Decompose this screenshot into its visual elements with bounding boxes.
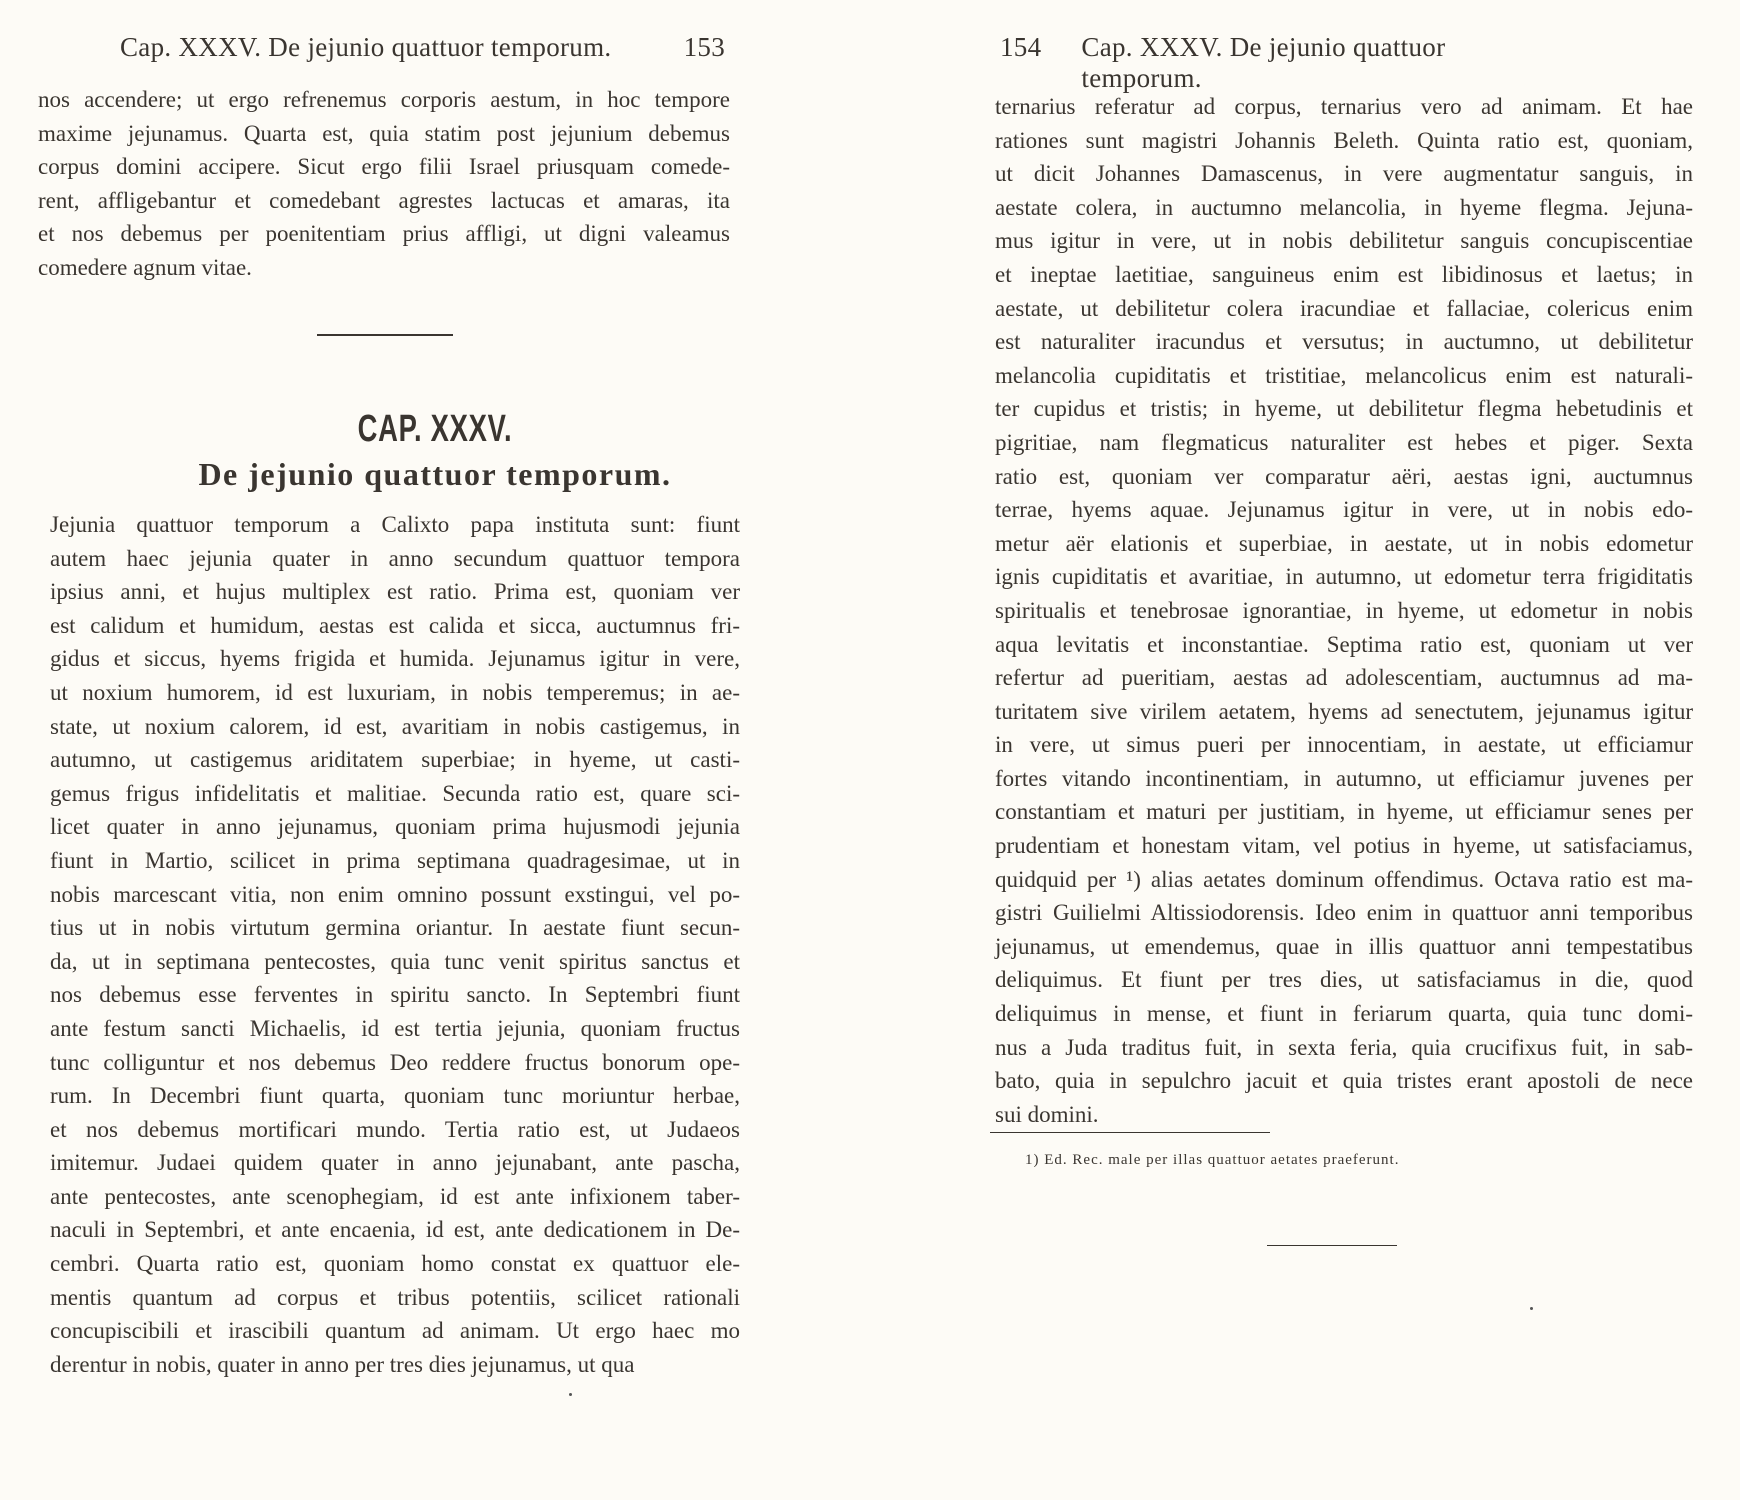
text-line: est calidum et humidum, aestas est calida et sicca, auctumnus fri- — [50, 612, 740, 638]
text-line: fiunt in Martio, scilicet in prima septimana quadragesimae, ut in — [50, 847, 740, 873]
text-line: sui domini. — [995, 1101, 1099, 1127]
text-line: nos debemus esse ferventes in spiritu sancto. In Septembri fiunt — [50, 982, 740, 1008]
text-line: ter cupidus et tristis; in hyeme, ut debilitetur flegma hebetudinis et — [995, 396, 1693, 422]
text-line: corpus domini accipere. Sicut ergo filii Israel priusquam comede- — [38, 154, 730, 180]
text-line: refertur ad pueritiam, aestas ad adolescentiam, auctumnus ad ma- — [995, 665, 1693, 691]
text-line: da, ut in septimana pentecostes, quia tunc venit spiritus sanctus et — [50, 948, 740, 974]
continuation-paragraph — [38, 83, 730, 285]
chapter-title: CAP. XXXV. — [357, 408, 513, 450]
text-line: metur aër elationis et superbiae, in aestate, ut in nobis edometur — [995, 530, 1693, 556]
text-line: ignis cupiditatis et avaritiae, in autumno, ut edometur terra frigiditatis — [995, 564, 1693, 590]
text-line: ratio est, quoniam ver comparatur aëri, aestas igni, auctumnus — [995, 463, 1693, 489]
text-line: rent, affligebantur et comedebant agrestes lactucas et amaras, ita — [38, 187, 730, 213]
text-line: gidus et siccus, hyems frigida et humida. Jejunamus igitur in vere, — [50, 646, 740, 672]
text-line: pigritiae, nam flegmaticus naturaliter est hebes et piger. Sexta — [995, 429, 1693, 455]
text-line: state, ut noxium calorem, id est, avaritiam in nobis castigemus, in — [50, 713, 740, 739]
text-line: ut dicit Johannes Damascenus, in vere augmentatur sanguis, in — [995, 161, 1693, 187]
text-line: cembri. Quarta ratio est, quoniam homo constat ex quattuor ele- — [50, 1251, 740, 1277]
chapter-body-right — [995, 90, 1693, 1131]
text-line: est naturaliter iracundus et versutus; in auctumno, ut debilitetur — [995, 329, 1693, 355]
text-line: rationes sunt magistri Johannis Beleth. Quinta ratio est, quoniam, — [995, 127, 1693, 153]
text-line: spiritualis et tenebrosae ignorantiae, in hyeme, ut edometur in nobis — [995, 597, 1693, 623]
page-speck — [1530, 1307, 1533, 1310]
text-line: jejunamus, ut emendemus, quae in illis quattuor anni tempestatibus — [995, 933, 1693, 959]
text-line: gemus frigus infidelitatis et malitiae. Secunda ratio est, quare sci- — [50, 780, 740, 806]
text-line: et nos debemus mortificari mundo. Tertia ratio est, ut Judaeos — [50, 1116, 740, 1142]
text-line: prudentiam et honestam vitam, vel potius in hyeme, ut satisfaciamus, — [995, 833, 1693, 859]
text-line: tius ut in nobis virtutum germina oriantur. In aestate fiunt secun- — [50, 915, 740, 941]
text-line: mus igitur in vere, ut in nobis debilitetur sanguis concupiscentiae — [995, 228, 1693, 254]
running-head-title: Cap. XXXV. De jejunio quattuor temporum. — [120, 32, 612, 62]
text-line: autumno, ut castigemus ariditatem superbiae; in hyeme, ut casti- — [50, 747, 740, 773]
text-line: concupiscibili et irascibili quantum ad animam. Ut ergo haec mo — [50, 1318, 740, 1344]
running-head-right — [1000, 32, 1500, 94]
text-line: comedere agnum vitae. — [38, 254, 252, 280]
text-line: in vere, ut simus pueri per innocentiam, in aestate, ut efficiamur — [995, 732, 1693, 758]
page-number: 154 — [1000, 32, 1042, 62]
section-divider — [317, 334, 453, 336]
text-line: derentur in nobis, quater in anno per tres dies jejunamus, ut qua — [50, 1351, 635, 1377]
right-page — [870, 0, 1740, 1500]
footnote: 1) Ed. Rec. male per illas quattuor aetates praeferunt. — [1025, 1152, 1400, 1168]
text-line: ante pentecostes, ante scenophegiam, id est ante infixionem taber- — [50, 1183, 740, 1209]
text-line: aestate colera, in auctumno melancolia, in hyeme flegma. Jejuna- — [995, 194, 1693, 220]
text-line: nos accendere; ut ergo refrenemus corporis aestum, in hoc tempore — [38, 87, 730, 112]
text-line: Jejunia quattuor temporum a Calixto papa instituta sunt: fiunt — [50, 512, 740, 537]
text-line: licet quater in anno jejunamus, quoniam prima hujusmodi jejunia — [50, 814, 740, 840]
text-line: autem haec jejunia quater in anno secundum quattuor tempora — [50, 545, 740, 571]
text-line: imitemur. Judaei quidem quater in anno jejunabant, ante pascha, — [50, 1150, 740, 1176]
text-line: quidquid per ¹) alias aetates dominum offendimus. Octava ratio est ma- — [995, 866, 1693, 892]
running-head-left — [120, 32, 725, 63]
chapter-subtitle: De jejunio quattuor temporum. — [198, 456, 672, 492]
text-line: deliquimus. Et fiunt per tres dies, ut satisfaciamus in die, quod — [995, 967, 1693, 993]
text-line: bato, quia in sepulchro jacuit et quia tristes erant apostoli de nece — [995, 1068, 1693, 1094]
page-number: 153 — [683, 32, 725, 62]
text-line: ut noxium humorem, id est luxuriam, in nobis temperemus; in ae- — [50, 679, 740, 705]
text-line: nobis marcescant vitia, non enim omnino possunt exstingui, vel po- — [50, 881, 740, 907]
text-line: mentis quantum ad corpus et tribus potentiis, scilicet rationali — [50, 1284, 740, 1310]
text-line: terrae, hyems aquae. Jejunamus igitur in vere, ut in nobis edo- — [995, 497, 1693, 523]
page-speck — [569, 1393, 572, 1396]
text-line: aestate, ut debilitetur colera iracundiae et fallaciae, colericus enim — [995, 295, 1693, 321]
text-line: et ineptae laetitiae, sanguineus enim est libidinosus et laetus; in — [995, 261, 1693, 287]
text-line: melancolia cupiditatis et tristitiae, melancolicus enim est naturali- — [995, 362, 1693, 388]
text-line: maxime jejunamus. Quarta est, quia statim post jejunium debemus — [38, 120, 730, 146]
text-line: constantiam et maturi per justitiam, in hyeme, ut efficiamur senes per — [995, 799, 1693, 825]
footnote-rule — [990, 1132, 1270, 1133]
text-line: ante festum sancti Michaelis, id est tertia jejunia, quoniam fructus — [50, 1015, 740, 1041]
text-line: deliquimus in mense, et fiunt in feriarum quarta, quia tunc domi- — [995, 1001, 1693, 1027]
text-line: naculi in Septembri, et ante encaenia, id est, ante dedicationem in De- — [50, 1217, 740, 1243]
text-line: fortes vitando incontinentiam, in autumno, ut efficiamur juvenes per — [995, 765, 1693, 791]
text-line: ternarius referatur ad corpus, ternarius vero ad animam. Et hae — [995, 94, 1693, 119]
chapter-body-left — [50, 508, 740, 1381]
text-line: rum. In Decembri fiunt quarta, quoniam tunc moriuntur herbae, — [50, 1083, 740, 1109]
text-line: aqua levitatis et inconstantiae. Septima ratio est, quoniam ut ver — [995, 631, 1693, 657]
text-line: ipsius anni, et hujus multiplex est ratio. Prima est, quoniam ver — [50, 579, 740, 605]
text-line: nus a Juda traditus fuit, in sexta feria, quia crucifixus fuit, in sab- — [995, 1034, 1693, 1060]
text-line: turitatem sive virilem aetatem, hyems ad senectutem, jejunamus igitur — [995, 698, 1693, 724]
text-line: gistri Guilielmi Altissiodorensis. Ideo enim in quattuor anni temporibus — [995, 900, 1693, 926]
text-line: et nos debemus per poenitentiam prius affligi, ut digni valeamus — [38, 221, 730, 247]
end-divider — [1267, 1245, 1397, 1246]
running-head-title: Cap. XXXV. De jejunio quattuor temporum. — [1081, 32, 1446, 93]
text-line: tunc colliguntur et nos debemus Deo reddere fructus bonorum ope- — [50, 1049, 740, 1075]
